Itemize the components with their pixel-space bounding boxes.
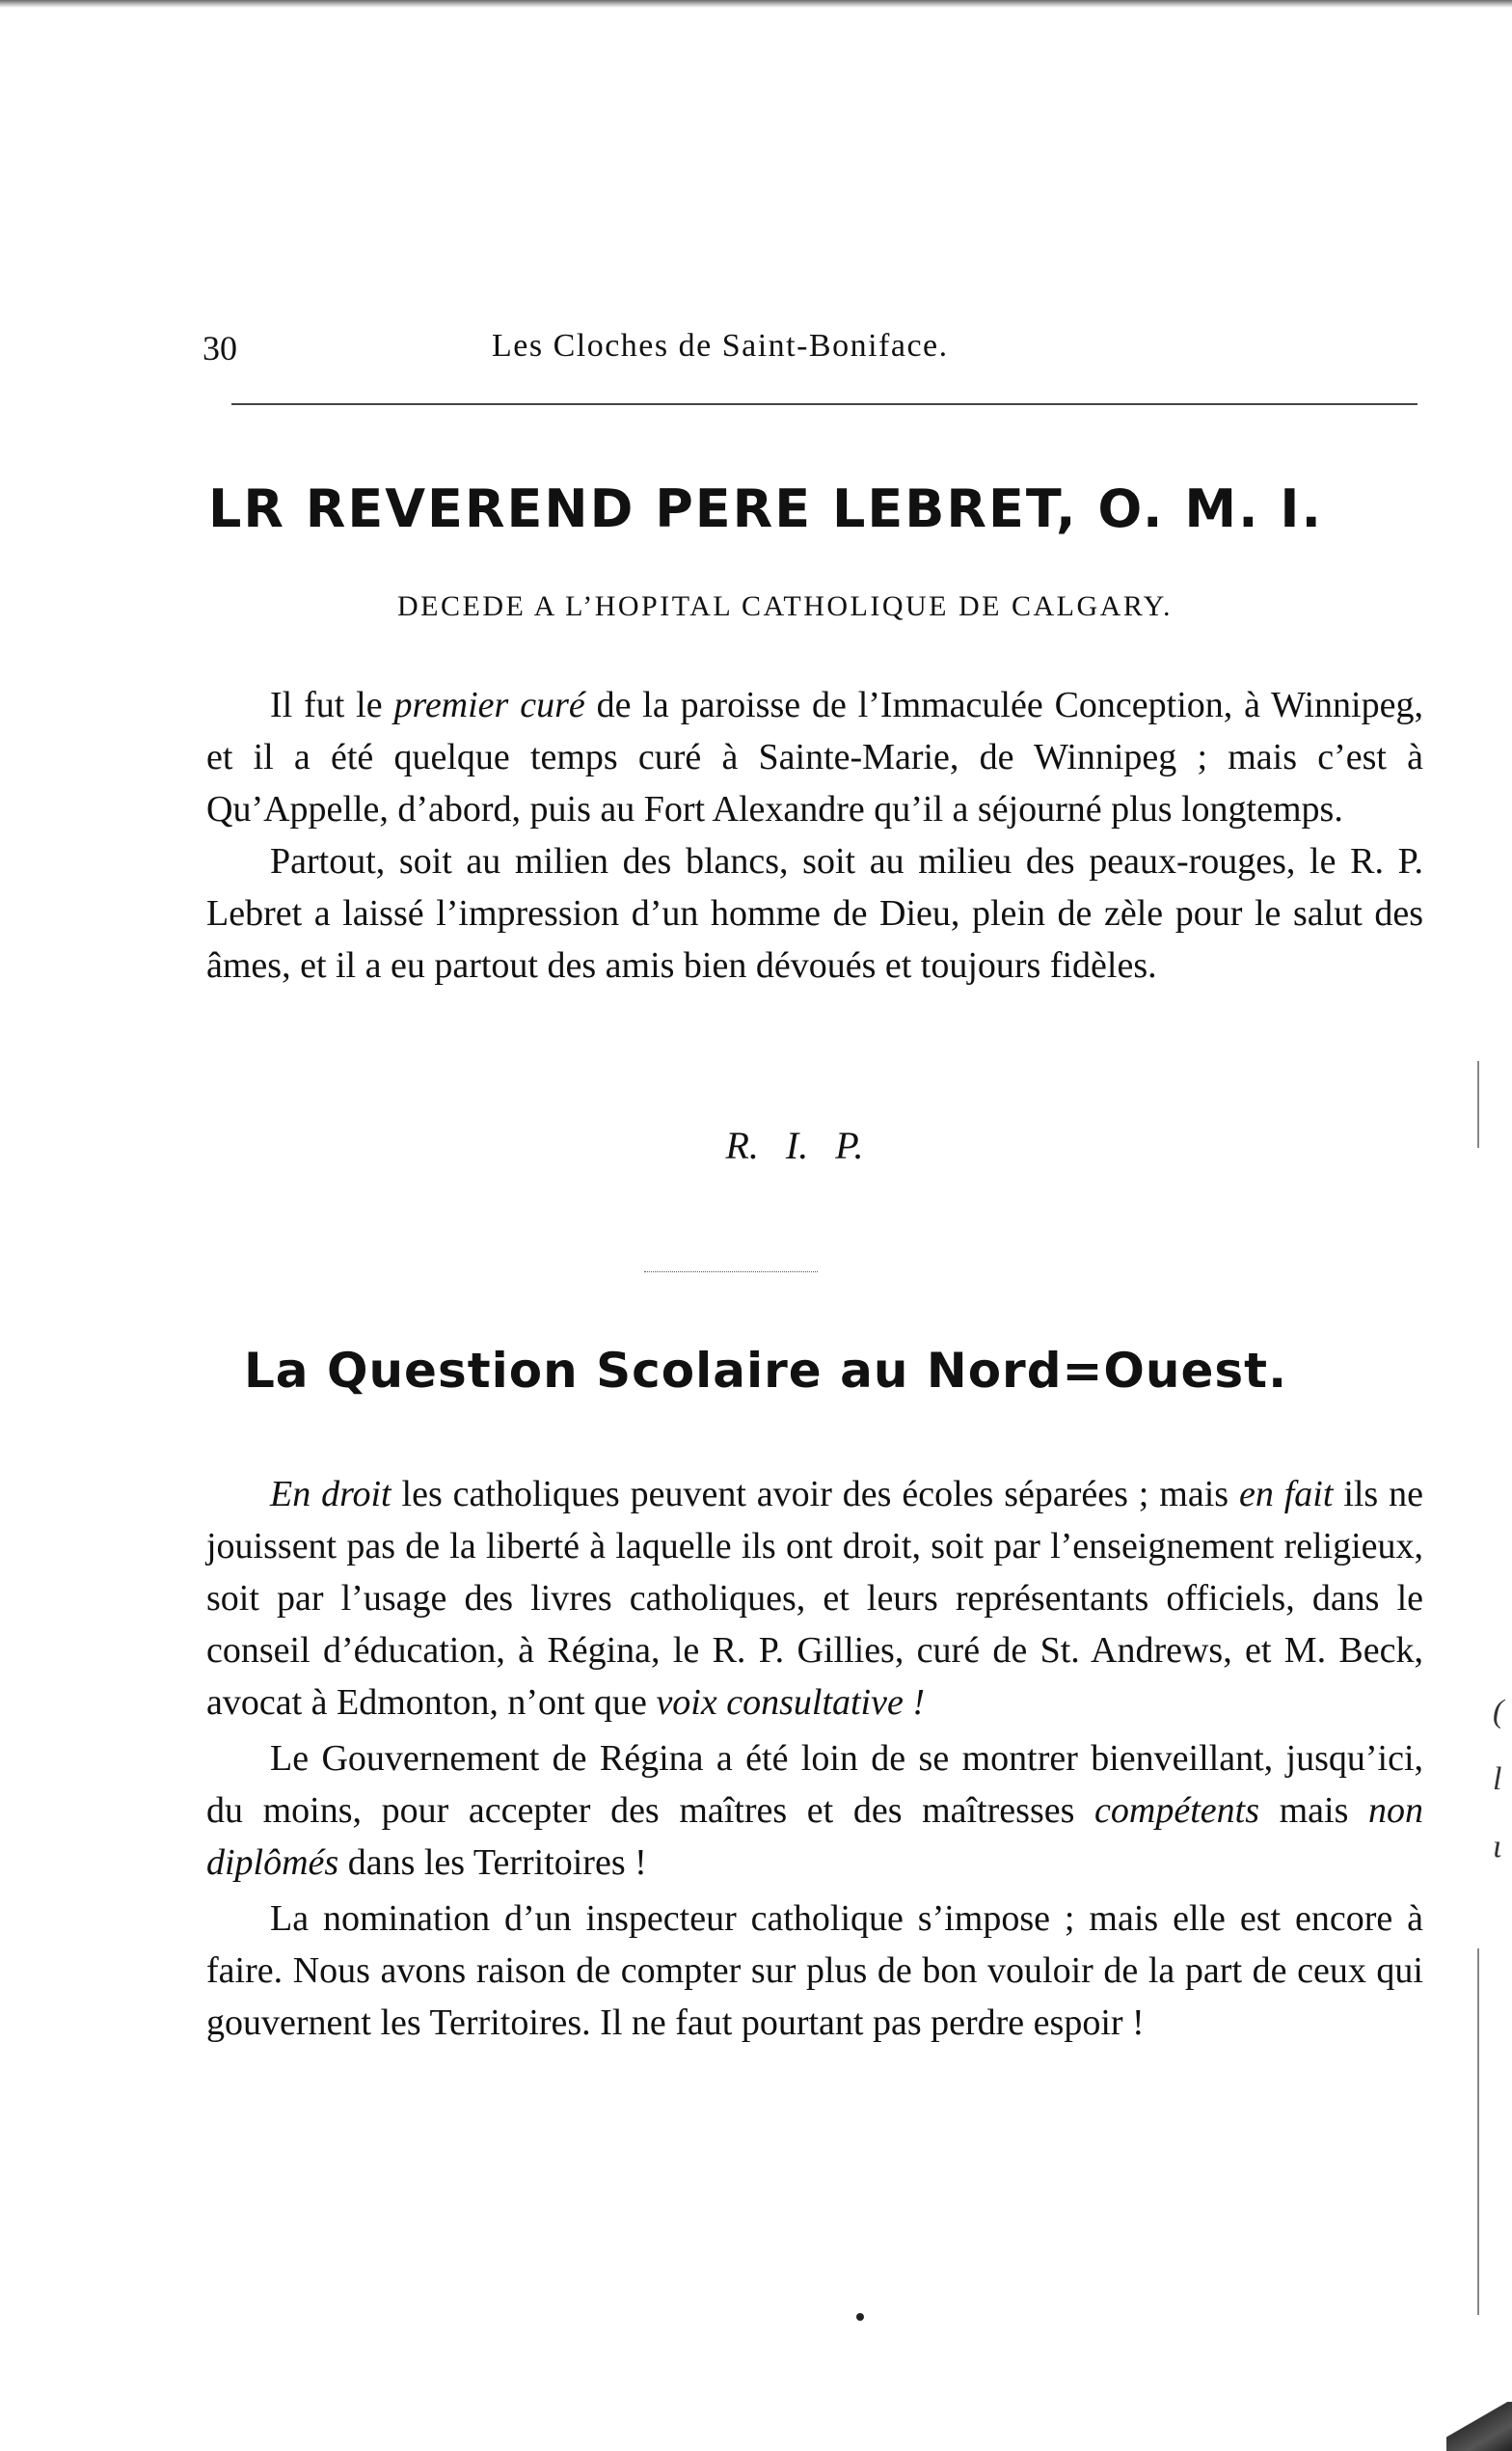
emphasis-text: voix consultative !	[656, 1682, 925, 1723]
article-1-body	[206, 679, 1423, 992]
emphasis-text: En droit	[270, 1474, 392, 1514]
scan-corner-mark	[1446, 2402, 1512, 2451]
article-2-paragraph-3: La nomination d’un inspecteur catholique s’impose ; mais elle est encore à faire. Nous avons raison de compter sur plus de bon vouloir de la part de ceux qui gouvernent les Territoires. Il ne faut pourtant pas perdre espoir !	[206, 1898, 1423, 2043]
emphasis-text: en fait	[1238, 1474, 1334, 1514]
running-title: Les Cloches de Saint-Boniface.	[492, 328, 949, 364]
article-1-closing: R. I. P.	[725, 1124, 864, 1167]
emphasis-text: premier curé	[393, 685, 585, 725]
article-1-title: LR REVEREND PERE LEBRET, O. M. I.	[207, 478, 1324, 539]
margin-glyph: ι	[1493, 1829, 1502, 1865]
article-2-body	[206, 1464, 1423, 2049]
margin-rule	[1477, 1948, 1479, 2315]
margin-rule	[1477, 1061, 1479, 1148]
text-run: mais	[1258, 1790, 1368, 1831]
text-run: Le Gouvernement de Régina a été loin de se montrer bienveillant, jusqu’ici, du moins, pour accepter des maîtres et des maîtresses	[206, 1738, 1423, 1831]
scan-top-edge	[0, 0, 1512, 8]
text-run: de la paroisse de l’Immaculée Conception, à Winnipeg, et il a été quelque temps curé à Sainte-Marie, de Winnipeg ; mais c’est à Qu’Appelle, d’abord, puis au Fort Alexandre qu’il a séjourné plus longtemps.	[206, 685, 1423, 830]
text-run: Il fut le	[270, 685, 394, 725]
article-1-paragraph-1	[206, 679, 1423, 835]
article-1-paragraph-2: Partout, soit au milien des blancs, soit au milieu des peaux-rouges, le R. P. Lebret a laissé l’impression d’un homme de Dieu, plein de zèle pour le salut des âmes, et il a eu partout des amis bien dévoués et toujours fidèles.	[206, 841, 1423, 986]
running-header	[202, 328, 1425, 376]
emphasis-text: compétents	[1094, 1790, 1259, 1831]
text-run: dans les Territoires !	[338, 1842, 647, 1883]
margin-glyph: (	[1493, 1694, 1504, 1729]
ink-dot	[856, 2313, 864, 2321]
header-rule	[231, 403, 1418, 405]
margin-glyph: l	[1493, 1761, 1502, 1797]
emphasis-text: non diplômés	[206, 1790, 1423, 1883]
section-divider	[644, 1271, 818, 1272]
article-2-paragraph-1	[206, 1468, 1423, 1729]
article-2-title: La Question Scolaire au Nord=Ouest.	[243, 1343, 1288, 1399]
margin-glyphs	[1493, 1678, 1503, 1881]
article-2-paragraph-2	[206, 1732, 1423, 1889]
text-run: les catholiques peuvent avoir des écoles séparées ; mais	[391, 1474, 1239, 1514]
text-run: ils ne jouissent pas de la liberté à laquelle ils ont droit, soit par l’enseignement religieux, soit par l’usage des livres catholiques, et leurs représentants officiels, dans le conseil d’éducation, à Régina, le R. P. Gillies, curé de St. Andrews, et M. Beck, avocat à Edmonton, n’ont que	[206, 1474, 1423, 1723]
page-number: 30	[202, 329, 237, 368]
article-1-subtitle: DECEDE A L’HOPITAL CATHOLIQUE DE CALGARY.	[397, 590, 1173, 622]
